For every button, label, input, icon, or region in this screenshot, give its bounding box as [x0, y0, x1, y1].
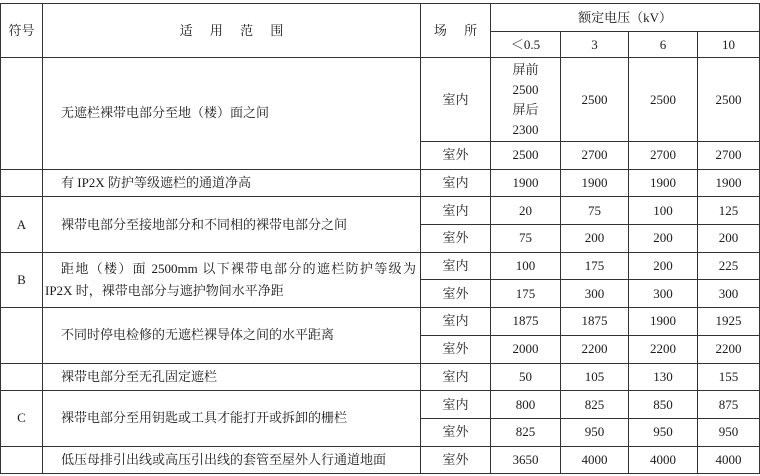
table-row [1, 391, 760, 419]
table-row [1, 363, 760, 391]
location-cell: 室内 [421, 391, 491, 419]
value-cell: 2700 [561, 142, 629, 170]
value-cell: 950 [561, 418, 629, 446]
value-cell: 950 [698, 418, 760, 446]
scope-cell: 裸带电部分至用钥匙或工具才能打开或拆卸的栅栏 [43, 391, 421, 446]
value-cell: 200 [698, 225, 760, 253]
value-cell: 2200 [698, 335, 760, 363]
symbol-cell [1, 169, 43, 197]
scope-cell: 距地（楼）面 2500mm 以下裸带电部分的遮栏防护等级为 IP2X 时，裸带电部分与遮护物间水平净距 [43, 252, 421, 307]
header-voltage-level: 10 [698, 32, 760, 58]
symbol-cell [1, 308, 43, 363]
clearance-table [0, 3, 760, 474]
location-cell: 室内 [421, 363, 491, 391]
value-cell: 825 [561, 391, 629, 419]
value-cell: 20 [491, 197, 561, 225]
value-cell: 1900 [491, 169, 561, 197]
symbol-cell [1, 363, 43, 391]
value-cell: 130 [629, 363, 698, 391]
value-cell: 2500 [698, 58, 760, 142]
value-cell: 875 [698, 391, 760, 419]
scope-cell: 有 IP2X 防护等级遮栏的通道净高 [43, 169, 421, 197]
location-cell: 室内 [421, 308, 491, 336]
value-cell: 3650 [491, 446, 561, 474]
value-cell: 800 [491, 391, 561, 419]
value-cell: 1875 [561, 308, 629, 336]
value-cell: 50 [491, 363, 561, 391]
value-cell: 125 [698, 197, 760, 225]
scope-cell: 不同时停电检修的无遮栏裸导体之间的水平距离 [43, 308, 421, 363]
header-symbol: 符号 [1, 4, 43, 58]
value-cell: 155 [698, 363, 760, 391]
value-cell: 1900 [629, 308, 698, 336]
value-cell: 75 [561, 197, 629, 225]
value-cell: 950 [629, 418, 698, 446]
location-cell: 室外 [421, 446, 491, 474]
value-cell: 2200 [629, 335, 698, 363]
value-cell: 175 [491, 280, 561, 308]
value-cell: 2700 [698, 142, 760, 170]
value-cell: 4000 [698, 446, 760, 474]
value-cell: 2500 [629, 58, 698, 142]
location-cell: 室内 [421, 197, 491, 225]
location-cell: 室外 [421, 142, 491, 170]
symbol-cell: C [1, 391, 43, 446]
value-cell: 200 [629, 225, 698, 253]
header-voltage-level: 3 [561, 32, 629, 58]
value-cell: 1875 [491, 308, 561, 336]
value-cell: 200 [629, 252, 698, 280]
value-cell: 75 [491, 225, 561, 253]
value-cell: 300 [698, 280, 760, 308]
value-cell: 105 [561, 363, 629, 391]
value-cell: 100 [629, 197, 698, 225]
value-cell: 4000 [561, 446, 629, 474]
location-cell: 室外 [421, 335, 491, 363]
location-cell: 室内 [421, 58, 491, 142]
table-row [1, 446, 760, 474]
value-cell: 2000 [491, 335, 561, 363]
value-cell [491, 58, 561, 142]
value-cell: 2700 [629, 142, 698, 170]
symbol-cell: B [1, 252, 43, 307]
value-line: 屏后 [512, 101, 539, 117]
value-cell: 200 [561, 225, 629, 253]
value-cell: 825 [491, 418, 561, 446]
location-cell: 室外 [421, 418, 491, 446]
value-cell: 300 [629, 280, 698, 308]
value-cell: 850 [629, 391, 698, 419]
value-cell: 1900 [629, 169, 698, 197]
value-cell: 2200 [561, 335, 629, 363]
value-line: 2500 [512, 81, 539, 97]
value-cell: 300 [561, 280, 629, 308]
value-cell: 100 [491, 252, 561, 280]
value-cell: 175 [561, 252, 629, 280]
symbol-cell [1, 446, 43, 474]
symbol-cell: A [1, 197, 43, 252]
table-row [1, 197, 760, 225]
location-cell: 室内 [421, 252, 491, 280]
scope-cell: 裸带电部分至无孔固定遮栏 [43, 363, 421, 391]
value-cell: 1900 [561, 169, 629, 197]
value-cell: 225 [698, 252, 760, 280]
table-row [1, 169, 760, 197]
value-cell: 1925 [698, 308, 760, 336]
value-cell: 4000 [629, 446, 698, 474]
value-line: 屏前 [512, 61, 539, 77]
header-location: 场 所 [421, 4, 491, 58]
value-cell: 1900 [698, 169, 760, 197]
table-row [1, 308, 760, 336]
header-voltage-level: ＜0.5 [491, 32, 561, 58]
location-cell: 室外 [421, 225, 491, 253]
value-cell: 2500 [561, 58, 629, 142]
table-row [1, 252, 760, 280]
location-cell: 室内 [421, 169, 491, 197]
value-cell: 2500 [491, 142, 561, 170]
location-cell: 室外 [421, 280, 491, 308]
header-scope: 适 用 范 围 [43, 4, 421, 58]
table-row [1, 58, 760, 142]
scope-cell: 裸带电部分至接地部分和不同相的裸带电部分之间 [43, 197, 421, 252]
value-line: 2300 [512, 121, 539, 137]
header-row [1, 4, 760, 32]
scope-cell: 无遮栏裸带电部分至地（楼）面之间 [43, 58, 421, 170]
scope-cell: 低压母排引出线或高压引出线的套管至屋外人行通道地面 [43, 446, 421, 474]
header-rated-voltage: 额定电压（kV） [491, 4, 760, 32]
symbol-cell [1, 58, 43, 170]
header-voltage-level: 6 [629, 32, 698, 58]
